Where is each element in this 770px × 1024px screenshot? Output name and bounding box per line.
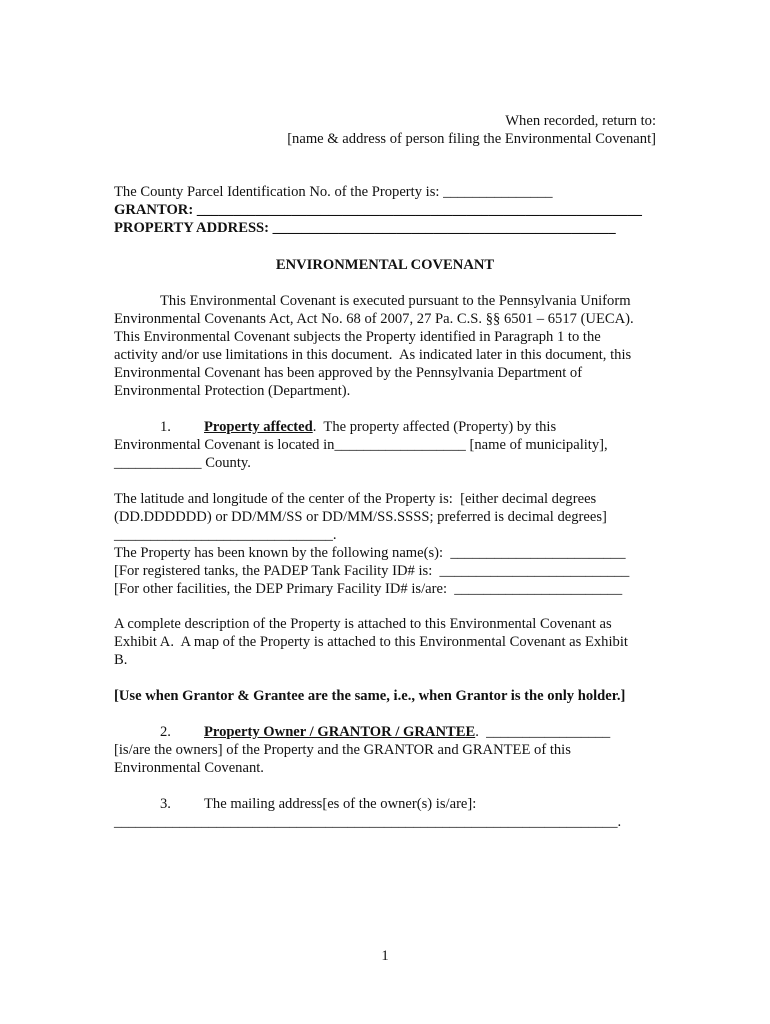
para-1-text: . The property affected (Property) by this — [312, 419, 557, 435]
description-line: B. — [114, 652, 128, 668]
latlong-line: ______________________________. — [114, 527, 337, 543]
para-3-number: 3. — [160, 796, 171, 812]
intro-line: Environmental Protection (Department). — [114, 383, 351, 399]
latlong-line: (DD.DDDDDD) or DD/MM/SS or DD/MM/SS.SSSS; preferred is decimal degrees] — [114, 509, 607, 525]
description-line: A complete description of the Property is attached to this Environmental Covenant as — [114, 616, 612, 632]
known-name-line: The Property has been known by the following name(s): ________________________ — [114, 545, 626, 561]
intro-line: This Environmental Covenant subjects the Property identified in Paragraph 1 to the — [114, 329, 601, 345]
document-title: ENVIRONMENTAL COVENANT — [275, 257, 495, 273]
grantor-note: [Use when Grantor & Grantee are the same, i.e., when Grantor is the only holder.] — [114, 688, 626, 704]
para-1-first-line — [204, 418, 556, 436]
intro-line: Environmental Covenants Act, Act No. 68 of 2007, 27 Pa. C.S. §§ 6501 – 6517 (UECA). — [114, 311, 634, 327]
para-1-number: 1. — [160, 419, 171, 435]
intro-line: Environmental Covenant has been approved by the Pennsylvania Department of — [114, 365, 583, 381]
intro-line: activity and/or use limitations in this document. As indicated later in this document, this — [114, 347, 632, 363]
para-2-line: [is/are the owners] of the Property and the GRANTOR and GRANTEE of this — [114, 742, 571, 758]
para-2-number: 2. — [160, 724, 171, 740]
para-3-text: The mailing address[es of the owner(s) is/are]: — [204, 796, 477, 812]
grantor-line: GRANTOR: _____________________________________________________________ — [114, 202, 642, 218]
mailing-address-blank: _____________________________________________________________________. — [114, 814, 622, 830]
para-2-line: Environmental Covenant. — [114, 760, 264, 776]
para-2-heading: Property Owner / GRANTOR / GRANTEE — [204, 724, 476, 740]
tank-id-line: [For registered tanks, the PADEP Tank Facility ID# is: __________________________ — [114, 563, 630, 579]
intro-line: This Environmental Covenant is executed pursuant to the Pennsylvania Uniform — [160, 293, 631, 309]
property-address-line: PROPERTY ADDRESS: _______________________________________________ — [114, 220, 616, 236]
page-number: 1 — [381, 948, 389, 964]
return-to-line: When recorded, return to: — [505, 113, 656, 129]
para-2-first-line — [204, 723, 610, 741]
para-1-line: ____________ County. — [114, 455, 251, 471]
latlong-line: The latitude and longitude of the center of the Property is: [either decimal degrees — [114, 491, 597, 507]
para-2-text: . _________________ — [475, 724, 611, 740]
para-1-heading: Property affected — [204, 419, 313, 435]
para-1-line: Environmental Covenant is located in__________________ [name of municipality], — [114, 437, 608, 453]
filer-line: [name & address of person filing the Environmental Covenant] — [287, 131, 656, 147]
facility-id-line: [For other facilities, the DEP Primary Facility ID# is/are: _______________________ — [114, 581, 623, 597]
description-line: Exhibit A. A map of the Property is attached to this Environmental Covenant as Exhibit — [114, 634, 628, 650]
parcel-id-line: The County Parcel Identification No. of the Property is: _______________ — [114, 184, 553, 200]
